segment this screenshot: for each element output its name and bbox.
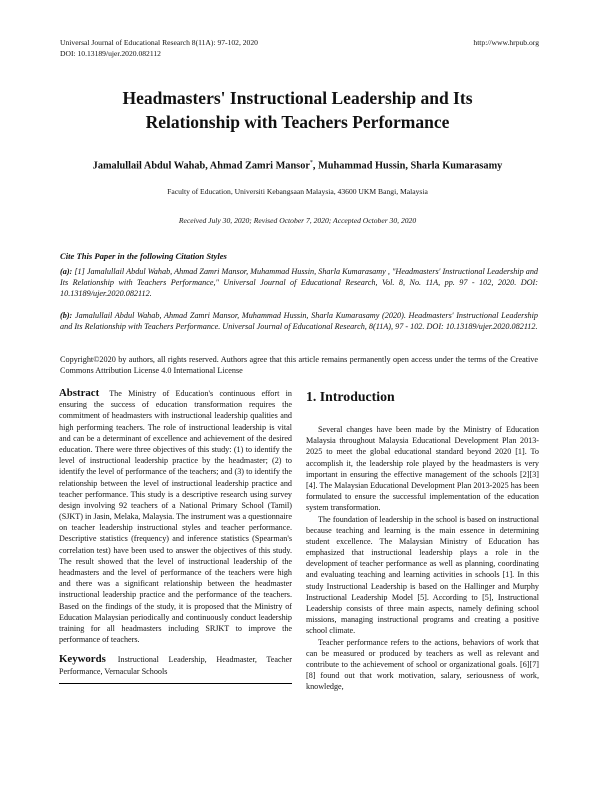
article-doi[interactable]: DOI: 10.13189/ujer.2020.082112 xyxy=(60,49,161,58)
keywords xyxy=(59,654,292,676)
keywords-label: Keywords xyxy=(59,653,106,666)
citation-style-b xyxy=(60,310,538,332)
citation-heading: Cite This Paper in the following Citation Styles xyxy=(60,251,227,261)
intro-paragraph-2: The foundation of leadership in the school is based on instructional because teaching and learning is the main essence in determining student excellence. The Malaysian Ministry of Education has emphasized that instructional leadership plays a role in the development of teacher performance as well as planning, coordinating and evaluating teaching and learning activities in schools [1]. In this study Instructional Leadership is based on the Hallinger and Murphy Instructional Leadership Model [5]. According to [5], Instructional Leadership consists of three main aspects, namely defining school missions, managing instructional programs and creating a positive school climate. xyxy=(306,514,539,636)
citation-b-text: Jamalullail Abdul Wahab, Ahmad Zamri Mansor, Muhammad Hussin, Sharla Kumarasamy (2020). Headmasters' Instructional Leadership and Its Relationship with Teachers Performance. Universal Journal of Educational Research, 8(11A), 97 - 102. DOI: 10.13189/ujer.2020.082112. xyxy=(60,311,539,332)
introduction-column xyxy=(306,388,539,693)
abstract xyxy=(59,388,292,645)
intro-paragraph-3: Teacher performance refers to the actions, behaviors of work that can be measured or produced by teachers as well as relevant and contribute to the achievement of school or organizational goals. [6][7][8] found out that work motivation, salary, seriousness of work, knowledge, xyxy=(306,637,539,692)
journal-citation: Universal Journal of Educational Research 8(11A): 97-102, 2020 xyxy=(60,38,258,47)
abstract-label: Abstract xyxy=(59,387,100,399)
copyright-notice: Copyright©2020 by authors, all rights reserved. Authors agree that this article remains permanently open access under the terms of the Creative Commons Attribution License 4.0 International License xyxy=(60,355,538,376)
article-dates: Received July 30, 2020; Revised October 7, 2020; Accepted October 30, 2020 xyxy=(178,216,417,225)
keywords-text: Instructional Leadership, Headmaster, Teacher Performance, Vernacular Schools xyxy=(59,655,292,676)
introduction-heading: 1. Introduction xyxy=(306,389,395,404)
citation-b-label: (b): xyxy=(60,311,73,320)
affiliation: Faculty of Education, Universiti Kebangsaan Malaysia, 43600 UKM Bangi, Malaysia xyxy=(167,187,428,196)
section-divider xyxy=(59,683,292,684)
abstract-column xyxy=(59,388,292,684)
corresponding-mark: * xyxy=(309,160,313,166)
author-list xyxy=(30,157,565,172)
title-line-1: Headmasters' Instructional Leadership and Its xyxy=(122,88,473,108)
authors-first: Jamalullail Abdul Wahab, Ahmad Zamri Mansor xyxy=(92,160,310,172)
citation-style-a xyxy=(60,266,538,300)
journal-url[interactable]: http://www.hrpub.org xyxy=(473,38,539,47)
citation-a-label: (a): xyxy=(60,267,73,276)
abstract-text: The Ministry of Education's continuous effort in ensuring the success of education transformation requires the commitment of headmasters with instructional leadership qualities and high performing teachers. The role of instructional leadership is vital and can be a determinant of excellence and achievement of the desired education. There were three objectives of this study: (1) to identify the level of instructional leadership practice by the headmaster; (2) to identify the level of performance of the teachers; and (3) to identify the relationship between the level of instructional leadership practice and teacher performance. This study is a descriptive research using survey design involving 92 teachers of a National Primary School (Tamil) (SJKT) in Jasin, Melaka, Malaysia. The instrument was a questionnaire on teacher leadership instructional styles and teacher performance. Descriptive statistics (frequency) and inference statistics (Spearman's correlation test) have been used to answer the objectives of this study. The result showed that the level of instructional leadership of the headmasters and the level of performance of the teachers were high and there was a significant relationship between the headmaster instructional leadership practice and the performance of the teachers. Based on the findings of the study, it is proposed that the Ministry of Education Malaysian periodically and continuously conduct leadership training for all headmasters including SRJKT to improve the performance of teachers. xyxy=(59,389,292,645)
citation-a-text: [1] Jamalullail Abdul Wahab, Ahmad Zamri Mansor, Muhammad Hussin, Sharla Kumarasamy , "Headmasters' Instructional Leadership and Its Relationship with Teachers Performance," Universal Journal of Educational Research, Vol. 8, No. 11A, pp. 97 - 102, 2020. DOI: 10.13189/ujer.2020.082112. xyxy=(60,267,539,299)
intro-paragraph-1: Several changes have been made by the Ministry of Education Malaysia throughout Malaysia Educational Development Plan 2013-2025 to meet the global educational standard beyond 2020 [1]. To accomplish it, the leadership role played by the headmasters is very important in ensuring the effective management of the schools [2][3][4]. The Malaysian Educational Development Plan 2013-2025 has been formulated to ensure the successful implementation of the education system transformation. xyxy=(306,425,539,513)
authors-rest: , Muhammad Hussin, Sharla Kumarasamy xyxy=(312,160,503,172)
title-line-2: Relationship with Teachers Performance xyxy=(145,112,450,132)
paper-title xyxy=(40,86,555,134)
